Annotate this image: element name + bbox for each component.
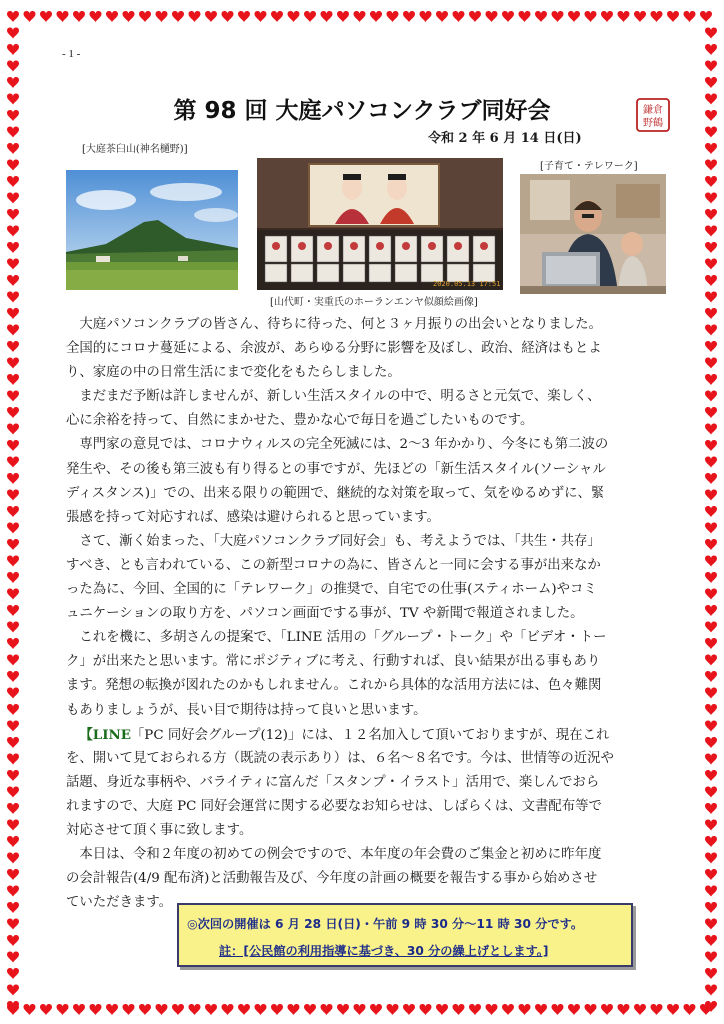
svg-text:野鶴: 野鶴 [643,118,663,129]
heart-icon [7,457,19,468]
heart-icon [238,11,250,22]
heart-icon [304,1004,316,1015]
heart-icon [684,1004,696,1015]
heart-icon [519,1004,531,1015]
heart-icon [7,490,19,501]
text-line: った為に、今回、全国的に「テレワーク」の推奨で、自宅での仕事(スティホーム)やコミ [66,582,597,598]
heart-icon [705,523,717,534]
text-line: を、開いて見ておられる方（既読の表示あり）は、６名～８名です。今は、世情等の近況や [66,750,614,766]
heart-icon [321,11,333,22]
heart-icon [7,11,19,22]
heart-icon [123,11,135,22]
text-line: まだまだ予断は許しませんが、新しい生活スタイルの中で、明るさと元気で、楽しく、 [79,389,601,405]
heart-icon [7,803,19,814]
heart-icon [705,193,717,204]
heart-icon [7,473,19,484]
heart-icon [705,770,717,781]
heart-icon [486,11,498,22]
heart-icon [705,836,717,847]
heart-icon [705,490,717,501]
heart-icon [354,1004,366,1015]
heart-icon [337,11,349,22]
heart-icon [705,176,717,187]
text-line: ていただきます。 [66,895,173,911]
heart-icon [705,424,717,435]
heart-icon [453,11,465,22]
heart-icon [7,61,19,72]
heart-icon [106,1004,118,1015]
heart-icon [705,391,717,402]
heart-icon [684,11,696,22]
heart-icon [705,556,717,567]
heart-icon [618,1004,630,1015]
heart-icon [7,655,19,666]
heart-icon [387,1004,399,1015]
heart-icon [705,622,717,633]
heart-icon [7,44,19,55]
text-line: り、家庭の中の日常生活にまで変化をもたらしました。 [66,365,401,381]
notice-line-2: 註：[公民館の利用指導に基づき、30 分の繰上げとします。] [219,944,549,958]
heart-icon [288,1004,300,1015]
heart-icon [7,919,19,930]
heart-icon [705,440,717,451]
heart-icon [205,11,217,22]
heart-icon [705,737,717,748]
heart-icon [705,952,717,963]
heart-icon [7,539,19,550]
heart-icon [7,820,19,831]
heart-icon [73,11,85,22]
heart-icon [7,242,19,253]
heart-icon [222,1004,234,1015]
heart-icon [705,968,717,979]
heart-icon [7,440,19,451]
heart-icon [7,671,19,682]
heart-icon [172,11,184,22]
heart-icon [370,11,382,22]
heart-icon [705,473,717,484]
heart-icon [705,721,717,732]
heart-icon [57,11,69,22]
heart-icon [7,374,19,385]
heart-icon [469,1004,481,1015]
landscape-mountain-photo [66,170,238,290]
text-line: さて、漸く始まった、「大庭パソコンクラブ同好会」も、考えようでは、「共生・共存」 [79,533,601,549]
heart-icon [7,721,19,732]
text-line: 話題、身近な事柄や、バライティに富んだ「スタンプ・イラスト」活用で、楽しんでおら [66,774,600,790]
heart-icon [705,704,717,715]
heart-icon [90,11,102,22]
heart-icon [222,11,234,22]
heart-icon [667,11,679,22]
heart-icon [7,176,19,187]
heart-icon [705,209,717,220]
heart-icon [705,638,717,649]
heart-icon [189,11,201,22]
heart-icon [387,11,399,22]
text-line: 対応させて頂く事に致します。 [66,822,253,838]
heart-icon [486,1004,498,1015]
heart-icon [7,754,19,765]
heart-icon [24,1004,36,1015]
heart-icon [156,1004,168,1015]
heart-icon [288,11,300,22]
heart-icon [370,1004,382,1015]
heart-icon [7,193,19,204]
text-line: ディスタンス)」での、出来る限りの範囲で、継続的な対策を取って、気をゆるめずに、緊 [66,485,605,501]
heart-icon [139,1004,151,1015]
heart-icon [634,11,646,22]
seal-stamp-icon [636,98,670,132]
text-line: れますので、大庭 PC 同好会運営に関する必要なお知らせは、しばらくは、文書配布等で [66,798,602,814]
heart-icon [667,1004,679,1015]
heart-icon [7,259,19,270]
heart-icon [304,11,316,22]
text-line: 大庭パソコンクラブの皆さん、待ちに待った、何と３ヶ月振りの出会いとなりました。 [79,317,602,332]
heart-icon [705,935,717,946]
heart-icon [705,358,717,369]
heart-icon [705,341,717,352]
heart-icon [205,1004,217,1015]
heart-icon [7,28,19,39]
heart-icon [7,506,19,517]
heart-icon [7,770,19,781]
heart-icon [271,1004,283,1015]
heart-icon [568,1004,580,1015]
heart-icon [705,605,717,616]
heart-icon [7,638,19,649]
heart-icon [24,11,36,22]
heart-icon [705,242,717,253]
heart-icon [705,457,717,468]
heart-icon [705,28,717,39]
heart-icon [123,1004,135,1015]
heart-icon [705,44,717,55]
heart-icon [7,688,19,699]
heart-icon [705,77,717,88]
heart-icon [705,539,717,550]
heart-icon [7,704,19,715]
heart-icon [403,11,415,22]
heart-icon [651,11,663,22]
heart-icon [7,985,19,996]
heart-icon [7,737,19,748]
heart-icon [705,374,717,385]
heart-icon [705,506,717,517]
heart-icon [7,226,19,237]
heart-icon [7,589,19,600]
heart-icon [255,11,267,22]
heart-icon [705,572,717,583]
heart-icon [705,985,717,996]
heart-icon [705,919,717,930]
heart-icon [651,1004,663,1015]
telework-parent-photo [520,174,666,294]
photo-timestamp: 2020.05.13 17:51 [433,280,501,288]
heart-icon [7,127,19,138]
heart-icon [705,259,717,270]
heart-icon [519,11,531,22]
heart-icon [321,1004,333,1015]
heart-icon [7,325,19,336]
heart-icon [90,1004,102,1015]
heart-icon [7,77,19,88]
page-title: 第 98 回 大庭パソコンクラブ同好会 [173,98,551,124]
heart-icon [568,11,580,22]
heart-icon [403,1004,415,1015]
heart-icon [271,11,283,22]
heart-icon [585,11,597,22]
text-line: 全国的にコロナ蔓延による、余波が、あらゆる分野に影響を及ぼし、政治、経済はもとよ [66,341,602,357]
heart-icon [7,523,19,534]
heart-icon [705,292,717,303]
heart-icon [7,605,19,616]
heart-icon [7,556,19,567]
heart-icon [7,968,19,979]
page-number: - 1 - [62,48,81,60]
portrait-drawings-photo [257,158,503,290]
heart-icon [700,11,712,22]
issue-date: 令和 2 年 6 月 14 日(日) [428,131,582,146]
heart-icon [7,886,19,897]
heart-icon [7,787,19,798]
heart-icon [7,275,19,286]
heart-icon [705,589,717,600]
heart-icon [705,325,717,336]
heart-icon [238,1004,250,1015]
heart-icon [705,275,717,286]
text-line: 本日は、令和２年度の初めての例会ですので、本年度の年会費のご集金と初めに昨年度 [79,847,602,863]
heart-icon [255,1004,267,1015]
heart-icon [7,308,19,319]
photo-caption-left: [大庭茶臼山(神名樋野)] [82,144,188,155]
heart-icon [7,341,19,352]
heart-icon [705,655,717,666]
heart-icon [7,424,19,435]
heart-icon [7,143,19,154]
heart-icon [705,61,717,72]
text-line: これを機に、多胡さんの提案で、「LINE 活用の「グループ・トーク」や「ビデオ・トー [79,630,607,646]
heart-icon [7,853,19,864]
heart-icon [73,1004,85,1015]
heart-icon [535,11,547,22]
heart-icon [7,836,19,847]
heart-icon [420,11,432,22]
heart-icon [705,308,717,319]
heart-icon [156,11,168,22]
heart-icon [705,143,717,154]
heart-icon [705,869,717,880]
heart-icon [601,11,613,22]
heart-icon [502,11,514,22]
heart-icon [705,127,717,138]
heart-icon [552,1004,564,1015]
heart-icon [585,1004,597,1015]
heart-icon [7,902,19,913]
heart-icon [172,1004,184,1015]
heart-icon [705,803,717,814]
heart-icon [354,11,366,22]
text-line: もありましょうが、長い目で期待は持って良いと思います。 [66,702,427,718]
heart-icon [705,226,717,237]
heart-icon [502,1004,514,1015]
heart-icon [469,11,481,22]
heart-icon [705,787,717,798]
heart-icon [7,869,19,880]
heart-icon [601,1004,613,1015]
text-line: ます。発想の転換が図れたのかもしれません。これから具体的な活用方法には、色々難関 [66,678,602,694]
text-line [66,723,666,747]
heart-icon [705,853,717,864]
heart-icon [705,754,717,765]
heart-icon [7,572,19,583]
heart-icon [7,391,19,402]
text-line-rest: 「PC 同好会グループ(12)」には、１２名加入して頂いておりますが、現在これ [130,727,610,743]
text-line: 専門家の意見では、コロナウィルスの完全死滅には、2～3 年かかり、今冬にも第二波の [79,437,609,453]
heart-icon [337,1004,349,1015]
heart-icon [57,1004,69,1015]
heart-icon [705,688,717,699]
heart-icon [634,1004,646,1015]
heart-icon [705,671,717,682]
heart-icon [7,622,19,633]
heart-icon [535,1004,547,1015]
heart-icon [40,11,52,22]
heart-icon [552,11,564,22]
heart-icon [189,1004,201,1015]
svg-text:鎌倉: 鎌倉 [643,105,663,116]
heart-icon [436,1004,448,1015]
photo-caption-right: [子育て・テレワーク] [540,161,638,172]
heart-icon [436,11,448,22]
text-line: ク」が出来たと思います。常にポジティブに考え、行動すれば、良い結果が出る事もあり [66,654,601,670]
heart-icon [453,1004,465,1015]
text-line: すべき、とも言われている、この新型コロナの為に、皆さんと一同に会する事が出来なか [66,557,601,573]
heart-icon [7,407,19,418]
next-meeting-notice [177,903,633,967]
heart-icon [7,358,19,369]
photo-caption-center: [山代町・実重氏のホーランエンヤ似顔絵画像] [270,297,478,308]
heart-icon [106,11,118,22]
heart-icon [7,292,19,303]
heart-icon [7,160,19,171]
text-line: 張感を持って対応すれば、感染は避けられると思っています。 [66,509,440,525]
body-text [66,313,666,915]
text-line: 心に余裕を持って、自然にまかせた、豊かな心で毎日を過ごしたいものです。 [66,413,534,429]
text-line: ュニケーションの取り方を、パソコン画面でする事が、TV や新聞で報道されました。 [66,606,584,622]
heart-icon [420,1004,432,1015]
heart-icon [705,820,717,831]
heart-icon [40,1004,52,1015]
heart-icon [705,902,717,913]
text-line: の会計報告(4/9 配布済)と活動報告及び、今年度の計画の概要を報告する事から始めさせ [66,871,598,887]
heart-icon [618,11,630,22]
heart-icon [705,160,717,171]
text-line: 発生や、その後も第三波も有り得るとの事ですが、先ほどの「新生活スタイル(ソーシャル [66,461,606,477]
heart-icon [7,952,19,963]
heart-icon [705,886,717,897]
heart-icon [139,11,151,22]
line-highlight: 【LINE [79,726,131,743]
heart-icon [705,407,717,418]
notice-line-1: ◎次回の開催は 6 月 28 日(日)・午前 9 時 30 分～11 時 30 分です。 [187,917,584,931]
heart-icon [7,935,19,946]
heart-icon [7,209,19,220]
